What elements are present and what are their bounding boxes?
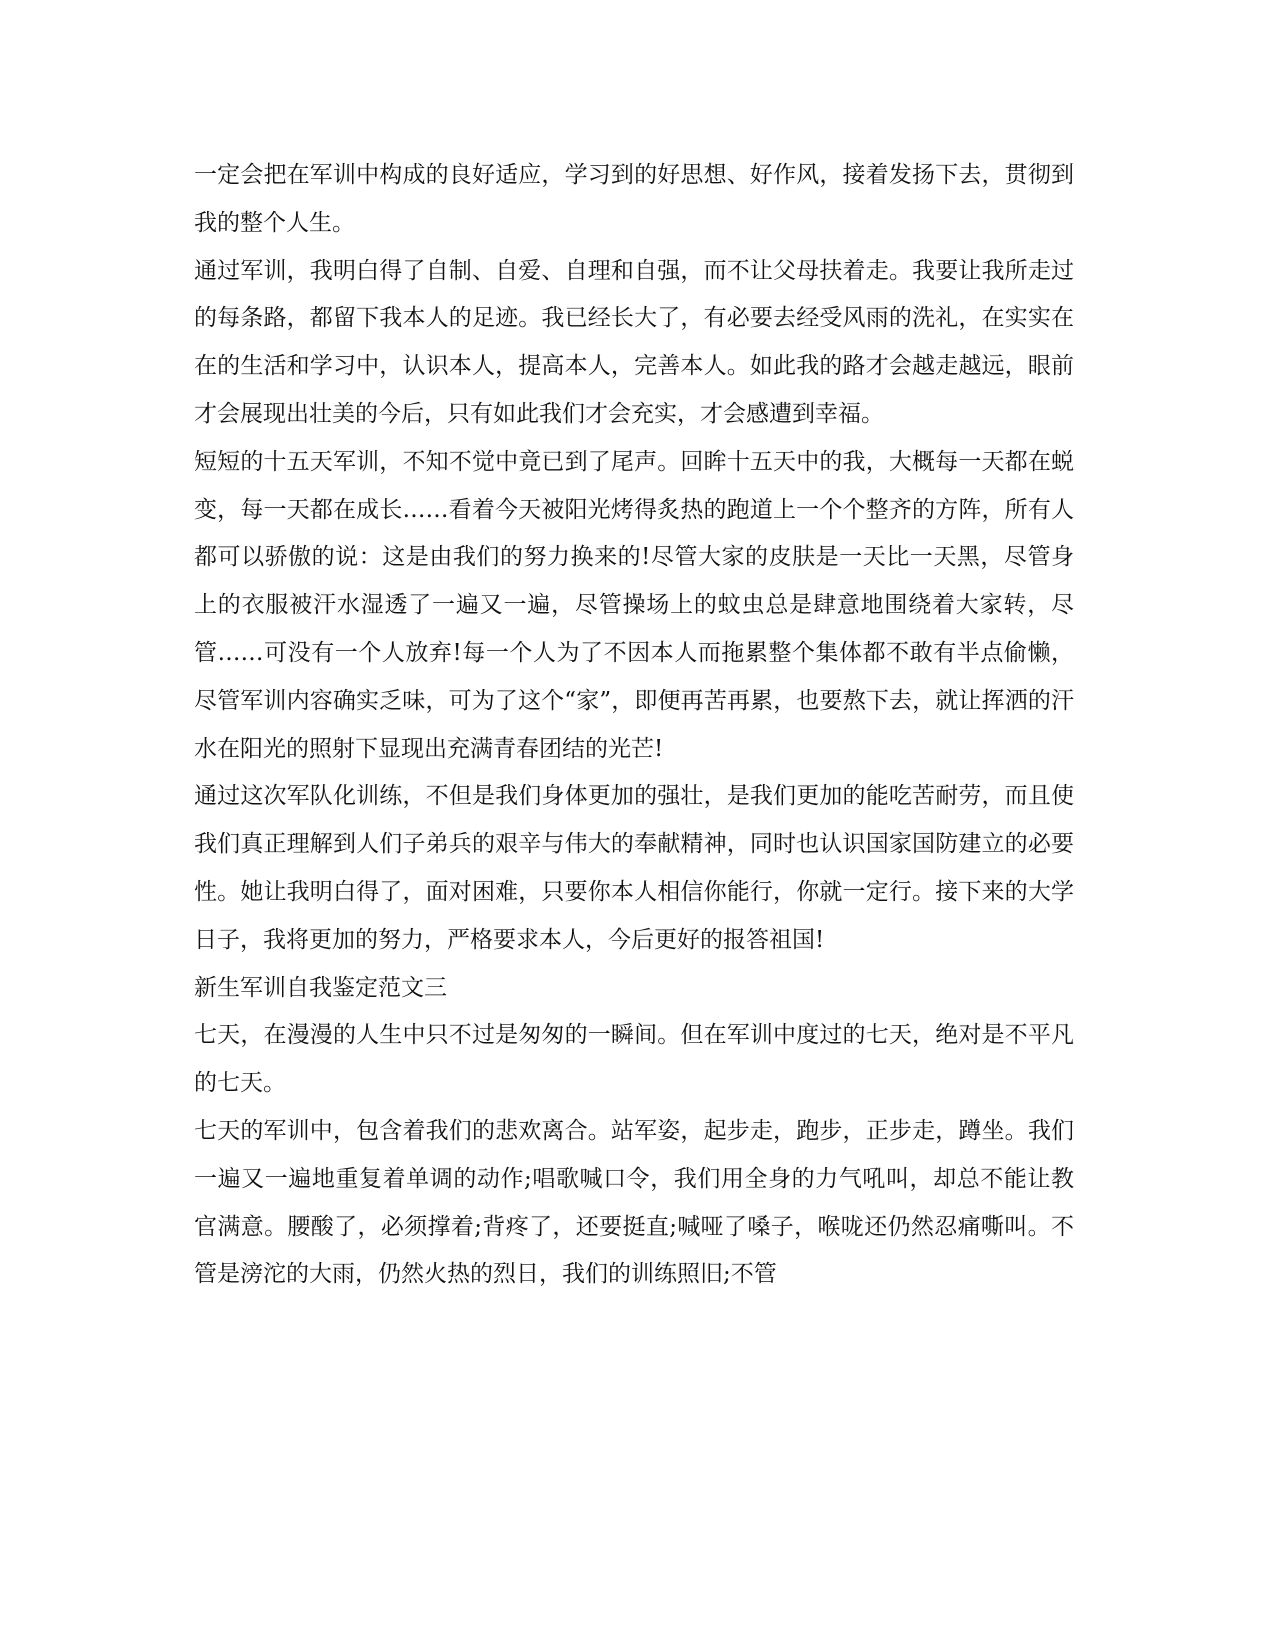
paragraph-4: 通过这次军队化训练，不但是我们身体更加的强壮，是我们更加的能吃苦耐劳，而且使我们真正理解到人们子弟兵的艰辛与伟大的奉献精神，同时也认识国家国防建立的必要性。她让我明白得了，面对困难，只要你本人相信你能行，你就一定行。接下来的大学日子，我将更加的努力，严格要求本人，今后更好的报答祖国!	[194, 783, 1074, 953]
paragraph-3: 短短的十五天军训，不知不觉中竟已到了尾声。回眸十五天中的我，大概每一天都在蜕变，每一天都在成长……看着今天被阳光烤得炙热的跑道上一个个整齐的方阵，所有人都可以骄傲的说：这是由我们的努力换来的!尽管大家的皮肤是一天比一天黑，尽管身上的衣服被汗水湿透了一遍又一遍，尽管操场上的蚊虫总是肆意地围绕着大家转，尽管……可没有一个人放弃!每一个人为了不因本人而拖累整个集体都不敢有半点偷懒，尽管军训内容确实乏味，可为了这个“家”，即便再苦再累，也要熬下去，就让挥洒的汗水在阳光的照射下显现出充满青春团结的光芒!	[194, 448, 1074, 762]
paragraph-7: 七天的军训中，包含着我们的悲欢离合。站军姿，起步走，跑步，正步走，蹲坐。我们一遍又一遍地重复着单调的动作;唱歌喊口令，我们用全身的力气吼叫，却总不能让教官满意。腰酸了，必须撑着;背疼了，还要挺直;喊哑了嗓子，喉咙还仍然忍痛嘶叫。不管是滂沱的大雨，仍然火热的烈日，我们的训练照旧;不管	[194, 1117, 1074, 1288]
paragraph-6: 七天，在漫漫的人生中只不过是匆匆的一瞬间。但在军训中度过的七天，绝对是不平凡的七天。	[194, 1022, 1074, 1097]
section-heading: 新生军训自我鉴定范文三	[194, 974, 447, 1001]
paragraph-2: 通过军训，我明白得了自制、自爱、自理和自强，而不让父母扶着走。我要让我所走过的每条路，都留下我本人的足迹。我已经长大了，有必要去经受风雨的洗礼，在实实在在的生活和学习中，认识本人，提高本人，完善本人。如此我的路才会越走越远，眼前才会展现出壮美的今后，只有如此我们才会充实，才会感遭到幸福。	[194, 257, 1074, 427]
paragraph-1: 一定会把在军训中构成的良好适应，学习到的好思想、好作风，接着发扬下去，贯彻到我的整个人生。	[194, 162, 1074, 236]
document-body	[194, 152, 1074, 1299]
